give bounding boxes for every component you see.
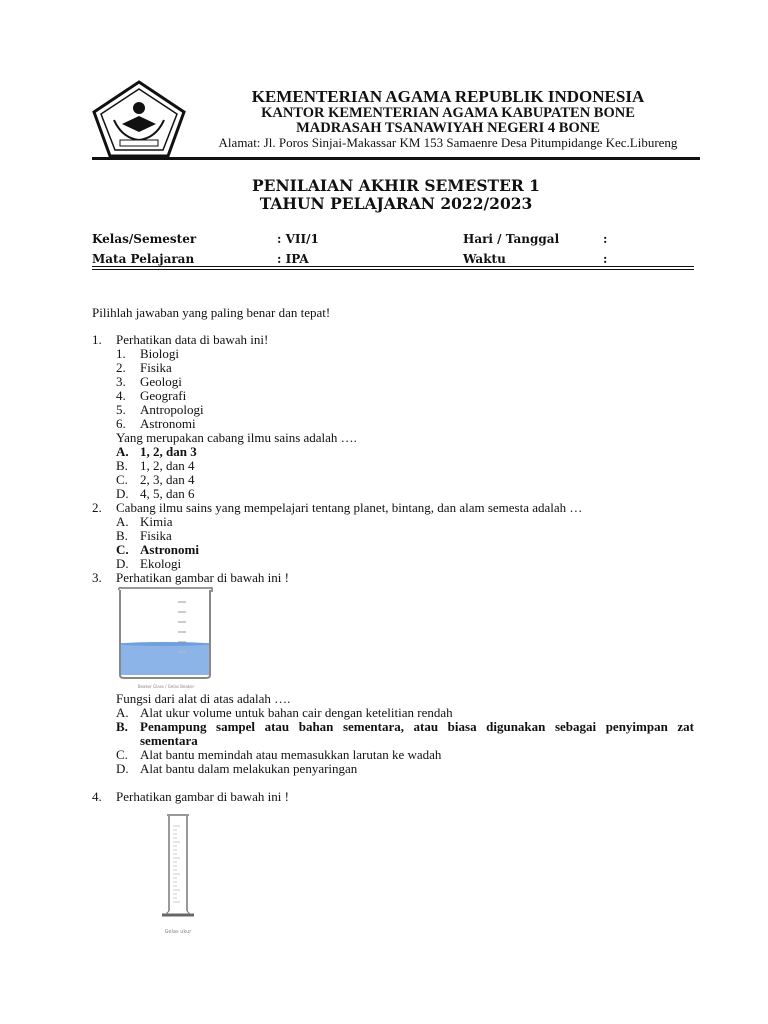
q1-list-item: Biologi bbox=[140, 346, 180, 361]
header-address: Alamat: Jl. Poros Sinjai-Makassar KM 153 Samaenre Desa Pitumpidange Kec.Libureng bbox=[218, 135, 678, 150]
q1-list-num: 4. bbox=[116, 388, 126, 403]
header-school: MADRASAH TSANAWIYAH NEGERI 4 BONE bbox=[296, 120, 600, 136]
q3-option-label: A. bbox=[116, 705, 129, 720]
cylinder-caption: Gelas ukur bbox=[164, 929, 192, 935]
q1-list-num: 6. bbox=[116, 416, 126, 431]
waktu-value: : bbox=[603, 252, 608, 266]
q2-text: Cabang ilmu sains yang mempelajari tentang planet, bintang, dan alam semesta adalah … bbox=[116, 500, 583, 515]
q3-text: Perhatikan gambar di bawah ini ! bbox=[116, 570, 289, 585]
header-divider bbox=[92, 157, 700, 160]
q1-option-label: A. bbox=[116, 444, 129, 459]
exam-title: PENILAIAN AKHIR SEMESTER 1 bbox=[252, 176, 540, 195]
q2-option-text: Astronomi bbox=[140, 542, 199, 557]
q1-list-num: 1. bbox=[116, 346, 126, 361]
mapel-label: Mata Pelajaran bbox=[92, 252, 195, 266]
q3-prompt: Fungsi dari alat di atas adalah …. bbox=[116, 691, 291, 706]
beaker-caption: Beaker Glass / Gelas Beaker bbox=[137, 684, 195, 689]
q2-option-label: B. bbox=[116, 528, 128, 543]
kelas-label: Kelas/Semester bbox=[92, 232, 197, 246]
ministry-logo bbox=[92, 80, 187, 158]
q4-text: Perhatikan gambar di bawah ini ! bbox=[116, 789, 289, 804]
q1-list-num: 5. bbox=[116, 402, 126, 417]
q1-option-text: 1, 2, dan 4 bbox=[140, 458, 195, 473]
q3-option-text: Alat bantu memindah atau memasukkan larutan ke wadah bbox=[140, 747, 442, 762]
q1-list-item: Geografi bbox=[140, 388, 187, 403]
q3-option-label: B. bbox=[116, 719, 128, 734]
q2-option-label: A. bbox=[116, 514, 129, 529]
q3-option-label: C. bbox=[116, 747, 128, 762]
q1-list-num: 2. bbox=[116, 360, 126, 375]
q1-option-label: D. bbox=[116, 486, 129, 501]
hari-label: Hari / Tanggal bbox=[463, 232, 560, 246]
q1-list-num: 3. bbox=[116, 374, 126, 389]
exam-year: TAHUN PELAJARAN 2022/2023 bbox=[259, 194, 533, 213]
header-office: KANTOR KEMENTERIAN AGAMA KABUPATEN BONE bbox=[261, 105, 635, 121]
q1-prompt: Yang merupakan cabang ilmu sains adalah …. bbox=[116, 430, 357, 445]
beaker-image bbox=[116, 586, 216, 690]
kelas-value: : VII/1 bbox=[277, 232, 319, 246]
q3-option-text: Alat bantu dalam melakukan penyaringan bbox=[140, 761, 358, 776]
q1-number: 1. bbox=[92, 332, 102, 347]
mapel-value: : IPA bbox=[277, 252, 309, 266]
q2-option-label: C. bbox=[116, 542, 129, 557]
q1-option-text: 4, 5, dan 6 bbox=[140, 486, 195, 501]
q1-text: Perhatikan data di bawah ini! bbox=[116, 332, 269, 347]
q1-option-text: 1, 2, dan 3 bbox=[140, 444, 197, 459]
info-divider-top bbox=[92, 266, 694, 267]
q2-option-text: Fisika bbox=[140, 528, 172, 543]
q1-option-label: B. bbox=[116, 458, 128, 473]
q3-option-text: Alat ukur volume untuk bahan cair dengan ketelitian rendah bbox=[140, 705, 453, 720]
q1-list-item: Astronomi bbox=[140, 416, 196, 431]
q1-option-text: 2, 3, dan 4 bbox=[140, 472, 195, 487]
q1-list-item: Antropologi bbox=[140, 402, 204, 417]
q1-list-item: Fisika bbox=[140, 360, 172, 375]
waktu-label: Waktu bbox=[463, 252, 506, 266]
info-divider-bottom bbox=[92, 269, 694, 270]
graduated-cylinder-image bbox=[160, 812, 196, 922]
q3-option-text-cont: sementara bbox=[140, 733, 198, 748]
q3-option-text: Penampung sampel atau bahan sementara, atau biasa digunakan sebagai penyimpan zat bbox=[140, 719, 694, 734]
instruction: Pilihlah jawaban yang paling benar dan tepat! bbox=[92, 305, 331, 320]
q2-number: 2. bbox=[92, 500, 102, 515]
q4-number: 4. bbox=[92, 789, 102, 804]
q3-option-label: D. bbox=[116, 761, 129, 776]
q3-number: 3. bbox=[92, 570, 102, 585]
q1-option-label: C. bbox=[116, 472, 128, 487]
q1-list-item: Geologi bbox=[140, 374, 182, 389]
q2-option-text: Kimia bbox=[140, 514, 173, 529]
hari-value: : bbox=[603, 232, 608, 246]
header-ministry: KEMENTERIAN AGAMA REPUBLIK INDONESIA bbox=[251, 87, 645, 106]
q2-option-text: Ekologi bbox=[140, 556, 182, 571]
q2-option-label: D. bbox=[116, 556, 129, 571]
